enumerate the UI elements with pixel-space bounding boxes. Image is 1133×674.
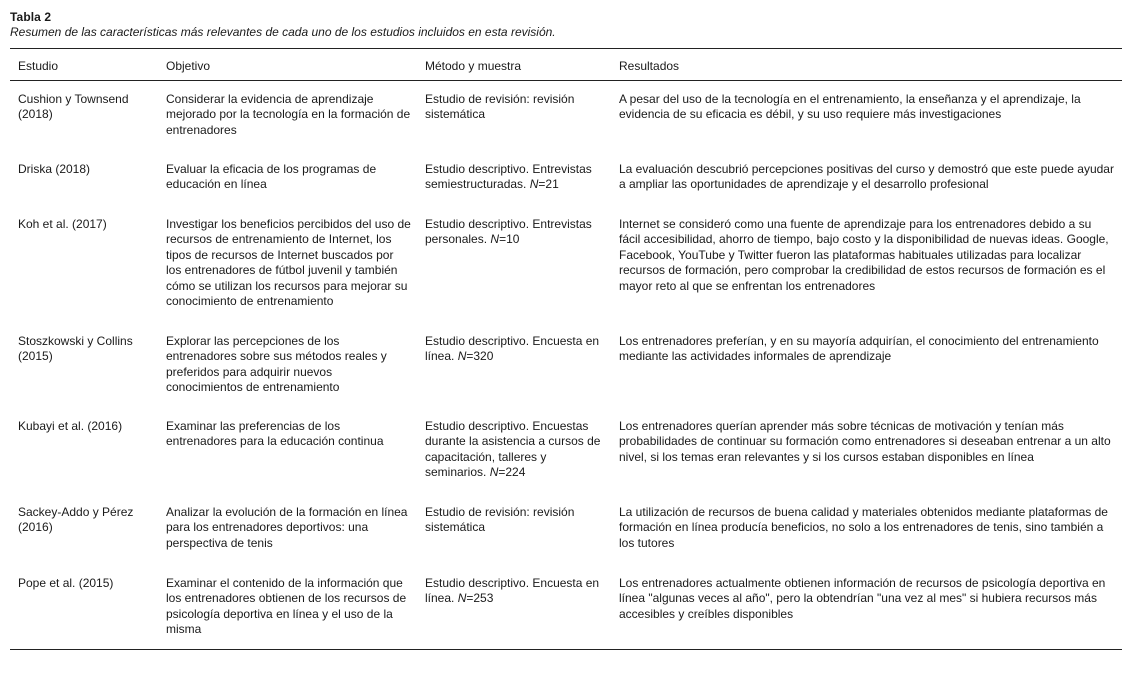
cell-objetivo: Analizar la evolución de la formación en línea para los entrenadores deportivos: una perspectiva de tenis	[166, 505, 408, 550]
header-metodo: Método y muestra	[425, 59, 522, 73]
sample-n-value: =21	[538, 177, 559, 192]
sample-n-label: N	[490, 232, 500, 247]
cell-objetivo: Considerar la evidencia de aprendizaje mejorado por la tecnología en la formación de entrenadores	[166, 92, 411, 137]
cell-estudio: Driska (2018)	[18, 162, 91, 176]
table-caption: Resumen de las características más relevantes de cada uno de los estudios incluidos en esta revisión.	[10, 25, 556, 39]
header-resultados: Resultados	[619, 59, 680, 73]
sample-n-value: =253	[466, 591, 494, 606]
cell-resultados: Los entrenadores querían aprender más sobre técnicas de motivación y tenían más probabilidades de continuar su formación como entrenadores si deseaban entrenar a un alto nivel, si los temas eran relevantes y si los cursos estaban disponibles en línea	[619, 419, 1111, 464]
cell-estudio: Stoszkowski y Collins (2015)	[18, 334, 133, 364]
cell-estudio: Cushion y Townsend (2018)	[18, 92, 129, 122]
sample-n-value: =320	[466, 349, 494, 364]
cell-resultados: La evaluación descubrió percepciones positivas del curso y demostró que este puede ayudar a ampliar las oportunidades de aprendizaje y el desarrollo profesional	[619, 162, 1114, 192]
sample-n-label: N	[457, 349, 467, 364]
metodo-text: Estudio descriptivo. Encuesta en línea.	[425, 334, 600, 364]
cell-metodo	[425, 334, 603, 365]
header-objetivo: Objetivo	[166, 59, 211, 73]
cell-objetivo: Examinar el contenido de la información que los entrenadores obtienen de los recursos de psicología deportiva en línea y el uso de la misma	[166, 576, 407, 637]
header-rule	[10, 80, 1122, 81]
cell-objetivo: Explorar las percepciones de los entrenadores sobre sus métodos reales y preferidos para adquirir nuevos conocimientos de entrenamiento	[166, 334, 387, 395]
cell-metodo	[425, 576, 603, 607]
metodo-text: Estudio descriptivo. Encuesta en línea.	[425, 576, 600, 606]
cell-metodo	[425, 162, 603, 193]
metodo-text: Estudio de revisión: revisión sistemática	[425, 505, 575, 535]
cell-metodo	[425, 217, 603, 248]
cell-metodo	[425, 419, 603, 481]
cell-metodo	[425, 505, 603, 536]
sample-n-label: N	[457, 591, 467, 606]
cell-resultados: La utilización de recursos de buena calidad y materiales obtenidos mediante plataformas de formación en línea producía beneficios, no solo a los entrenadores de tenis, sino también a los tutores	[619, 505, 1108, 550]
top-rule	[10, 48, 1122, 49]
bottom-rule	[10, 649, 1122, 650]
cell-resultados: A pesar del uso de la tecnología en el entrenamiento, la enseñanza y el aprendizaje, la evidencia de su eficacia es débil, y su uso requiere más investigaciones	[619, 92, 1081, 122]
cell-resultados: Los entrenadores preferían, y en su mayoría adquirían, el conocimiento del entrenamiento mediante las actividades informales de aprendizaje	[619, 334, 1099, 364]
sample-n-label: N	[489, 465, 499, 480]
cell-estudio: Koh et al. (2017)	[18, 217, 107, 231]
cell-metodo	[425, 92, 603, 123]
cell-objetivo: Examinar las preferencias de los entrenadores para la educación continua	[166, 419, 384, 449]
table-label: Tabla 2	[10, 10, 52, 24]
cell-estudio: Sackey-Addo y Pérez (2016)	[18, 505, 134, 535]
cell-objetivo: Evaluar la eficacia de los programas de educación en línea	[166, 162, 377, 192]
metodo-text: Estudio descriptivo. Entrevistas semiestructuradas.	[425, 162, 592, 192]
sample-n-value: =224	[498, 465, 526, 480]
cell-estudio: Pope et al. (2015)	[18, 576, 114, 590]
metodo-text: Estudio descriptivo. Entrevistas personales.	[425, 217, 592, 247]
cell-estudio: Kubayi et al. (2016)	[18, 419, 123, 433]
cell-resultados: Internet se consideró como una fuente de aprendizaje para los entrenadores debido a su fácil accesibilidad, ahorro de tiempo, bajo costo y la disponibilidad de nuevas ideas. Google, Facebook, YouTube y Twitter fueron las plataformas habituales utilizadas para localizar recursos de formación, pero comprobar la credibilidad de estos recursos de formación es el mayor reto al que se enfrentan los entrenadores	[619, 217, 1109, 293]
metodo-text: Estudio descriptivo. Encuestas durante la asistencia a cursos de capacitación, talleres y seminarios.	[425, 419, 601, 480]
metodo-text: Estudio de revisión: revisión sistemática	[425, 92, 575, 122]
cell-resultados: Los entrenadores actualmente obtienen información de recursos de psicología deportiva en línea "algunas veces al año", pero la obtendrían "una vez al mes" si hubiera recursos más accesibles y creíbles disponibles	[619, 576, 1106, 621]
header-estudio: Estudio	[18, 59, 59, 73]
cell-objetivo: Investigar los beneficios percibidos del uso de recursos de entrenamiento de Internet, los tipos de recursos de Internet buscados por los entrenadores de fútbol juvenil y también cómo se utilizan los recursos para mejorar su conocimiento de entrenamiento	[166, 217, 411, 309]
sample-n-value: =10	[499, 232, 520, 247]
sample-n-label: N	[529, 177, 539, 192]
